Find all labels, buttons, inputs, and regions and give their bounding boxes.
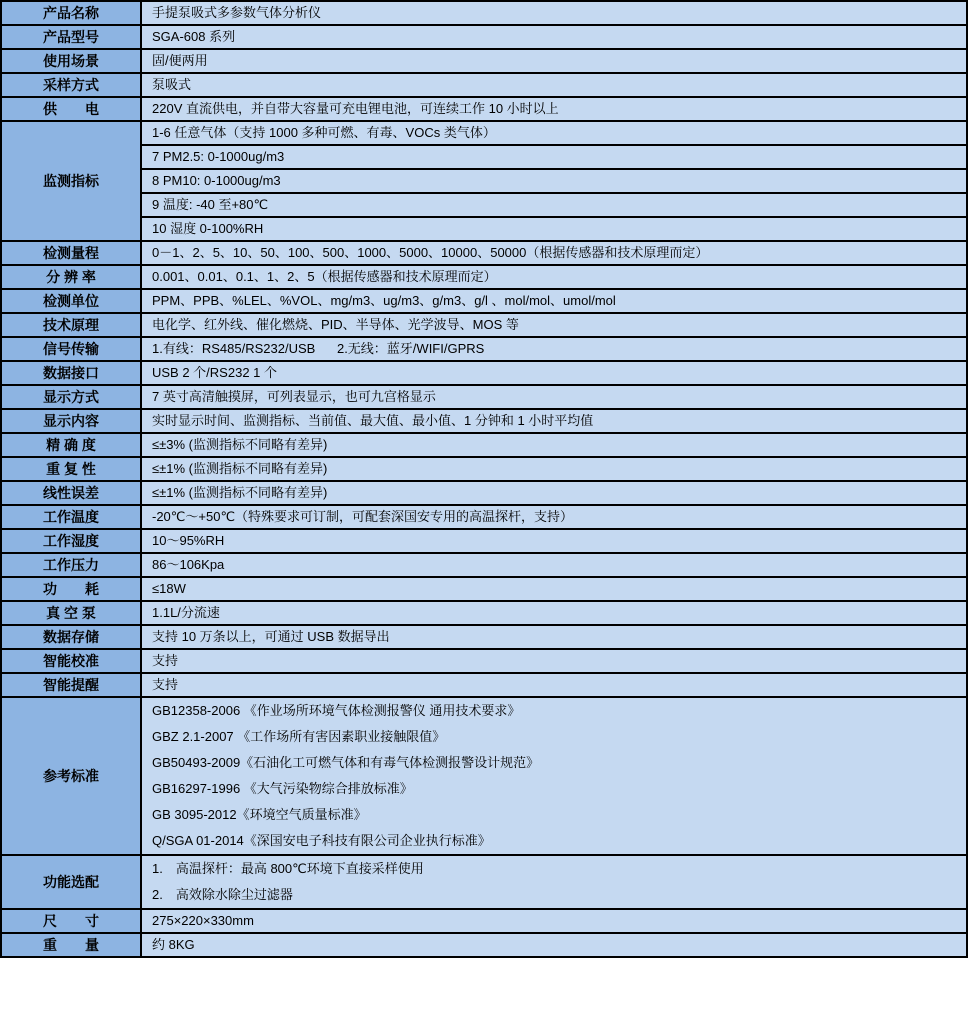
spec-label-display-content: 显示内容	[1, 409, 141, 433]
table-row	[1, 385, 967, 409]
spec-value-display-mode: 7 英寸高清触摸屏，可列表显示，也可九宫格显示	[141, 385, 967, 409]
spec-value-monitoring-indicators-0: 1-6 任意气体（支持 1000 多种可燃、有毒、VOCs 类气体）	[141, 121, 967, 145]
table-row	[1, 505, 967, 529]
spec-label-reference-standards: 参考标准	[1, 697, 141, 855]
spec-value-linearity-error: ≤±1% (监测指标不同略有差异)	[141, 481, 967, 505]
spec-value-sampling-method: 泵吸式	[141, 73, 967, 97]
spec-value-data-interface: USB 2 个/RS232 1 个	[141, 361, 967, 385]
spec-value-weight: 约 8KG	[141, 933, 967, 957]
spec-value-working-humidity: 10～95%RH	[141, 529, 967, 553]
spec-value-working-temperature: -20℃～+50℃（特殊要求可订制，可配套深国安专用的高温探杆，支持）	[141, 505, 967, 529]
spec-label-smart-reminder: 智能提醒	[1, 673, 141, 697]
spec-value-optional-functions	[141, 855, 967, 909]
spec-line: 2. 高效除水除尘过滤器	[152, 886, 293, 902]
table-row	[1, 217, 967, 241]
spec-line: GB50493-2009《石油化工可燃气体和有毒气体检测报警设计规范》	[152, 754, 540, 770]
spec-label-vacuum-pump: 真 空 泵	[1, 601, 141, 625]
table-row	[1, 481, 967, 505]
table-row	[1, 265, 967, 289]
spec-line: Q/SGA 01-2014《深国安电子科技有限公司企业执行标准》	[152, 832, 491, 848]
spec-value-power-supply: 220V 直流供电，并自带大容量可充电锂电池，可连续工作 10 小时以上	[141, 97, 967, 121]
spec-value-usage-scenario: 固/便两用	[141, 49, 967, 73]
table-row	[1, 909, 967, 933]
spec-value-monitoring-indicators-1: 7 PM2.5: 0-1000ug/m3	[141, 145, 967, 169]
spec-value-display-content: 实时显示时间、监测指标、当前值、最大值、最小值、1 分钟和 1 小时平均值	[141, 409, 967, 433]
spec-value-detection-range: 0－1、2、5、10、50、100、500、1000、5000、10000、50000（根据传感器和技术原理而定）	[141, 241, 967, 265]
spec-label-smart-calibration: 智能校准	[1, 649, 141, 673]
table-row	[1, 933, 967, 957]
spec-label-display-mode: 显示方式	[1, 385, 141, 409]
spec-line: GBZ 2.1-2007 《工作场所有害因素职业接触限值》	[152, 728, 446, 744]
spec-line: GB16297-1996 《大气污染物综合排放标准》	[152, 780, 413, 796]
spec-label-optional-functions: 功能选配	[1, 855, 141, 909]
spec-label-power-supply: 供 电	[1, 97, 141, 121]
spec-label-product-name: 产品名称	[1, 1, 141, 25]
table-row	[1, 145, 967, 169]
spec-value-smart-calibration: 支持	[141, 649, 967, 673]
spec-line: 1. 高温探杆：最高 800℃环境下直接采样使用	[152, 860, 424, 876]
table-row	[1, 697, 967, 855]
spec-label-repeatability: 重 复 性	[1, 457, 141, 481]
spec-label-resolution: 分 辨 率	[1, 265, 141, 289]
spec-label-detection-range: 检测量程	[1, 241, 141, 265]
spec-value-working-pressure: 86～106Kpa	[141, 553, 967, 577]
table-row	[1, 409, 967, 433]
spec-label-monitoring-indicators: 监测指标	[1, 121, 141, 241]
table-row	[1, 313, 967, 337]
table-row	[1, 577, 967, 601]
spec-label-data-interface: 数据接口	[1, 361, 141, 385]
spec-value-technical-principle: 电化学、红外线、催化燃烧、PID、半导体、光学波导、MOS 等	[141, 313, 967, 337]
spec-value-reference-standards	[141, 697, 967, 855]
spec-value-monitoring-indicators-4: 10 湿度 0-100%RH	[141, 217, 967, 241]
spec-label-signal-transmission: 信号传输	[1, 337, 141, 361]
table-row	[1, 49, 967, 73]
table-row	[1, 553, 967, 577]
table-row	[1, 457, 967, 481]
spec-label-product-model: 产品型号	[1, 25, 141, 49]
spec-label-sampling-method: 采样方式	[1, 73, 141, 97]
spec-label-working-humidity: 工作湿度	[1, 529, 141, 553]
table-row	[1, 121, 967, 145]
table-row	[1, 855, 967, 909]
table-row	[1, 649, 967, 673]
table-row	[1, 601, 967, 625]
spec-label-power-consumption: 功 耗	[1, 577, 141, 601]
spec-value-detection-unit: PPM、PPB、%LEL、%VOL、mg/m3、ug/m3、g/m3、g/l 、mol/mol、umol/mol	[141, 289, 967, 313]
spec-value-data-storage: 支持 10 万条以上，可通过 USB 数据导出	[141, 625, 967, 649]
table-row	[1, 361, 967, 385]
spec-value-product-model: SGA-608 系列	[141, 25, 967, 49]
spec-value-resolution: 0.001、0.01、0.1、1、2、5（根据传感器和技术原理而定）	[141, 265, 967, 289]
spec-label-accuracy: 精 确 度	[1, 433, 141, 457]
spec-label-data-storage: 数据存储	[1, 625, 141, 649]
spec-label-linearity-error: 线性误差	[1, 481, 141, 505]
table-row	[1, 97, 967, 121]
spec-line: GB12358-2006 《作业场所环境气体检测报警仪 通用技术要求》	[152, 702, 521, 718]
spec-value-repeatability: ≤±1% (监测指标不同略有差异)	[141, 457, 967, 481]
spec-value-power-consumption: ≤18W	[141, 577, 967, 601]
spec-label-dimensions: 尺 寸	[1, 909, 141, 933]
table-row	[1, 193, 967, 217]
table-row	[1, 289, 967, 313]
spec-label-weight: 重 量	[1, 933, 141, 957]
spec-value-signal-transmission: 1.有线：RS485/RS232/USB 2.无线：蓝牙/WIFI/GPRS	[141, 337, 967, 361]
spec-label-detection-unit: 检测单位	[1, 289, 141, 313]
spec-label-working-temperature: 工作温度	[1, 505, 141, 529]
spec-label-usage-scenario: 使用场景	[1, 49, 141, 73]
spec-value-product-name: 手提泵吸式多参数气体分析仪	[141, 1, 967, 25]
spec-value-monitoring-indicators-3: 9 温度: -40 至+80℃	[141, 193, 967, 217]
table-row	[1, 25, 967, 49]
spec-line: GB 3095-2012《环境空气质量标准》	[152, 806, 367, 822]
spec-label-technical-principle: 技术原理	[1, 313, 141, 337]
table-row	[1, 1, 967, 25]
spec-value-smart-reminder: 支持	[141, 673, 967, 697]
spec-value-monitoring-indicators-2: 8 PM10: 0-1000ug/m3	[141, 169, 967, 193]
table-row	[1, 625, 967, 649]
spec-value-vacuum-pump: 1.1L/分流速	[141, 601, 967, 625]
table-row	[1, 433, 967, 457]
spec-value-dimensions: 275×220×330mm	[141, 909, 967, 933]
table-row	[1, 673, 967, 697]
spec-value-accuracy: ≤±3% (监测指标不同略有差异)	[141, 433, 967, 457]
table-row	[1, 169, 967, 193]
table-row	[1, 337, 967, 361]
table-row	[1, 73, 967, 97]
table-row	[1, 529, 967, 553]
spec-label-working-pressure: 工作压力	[1, 553, 141, 577]
table-row	[1, 241, 967, 265]
